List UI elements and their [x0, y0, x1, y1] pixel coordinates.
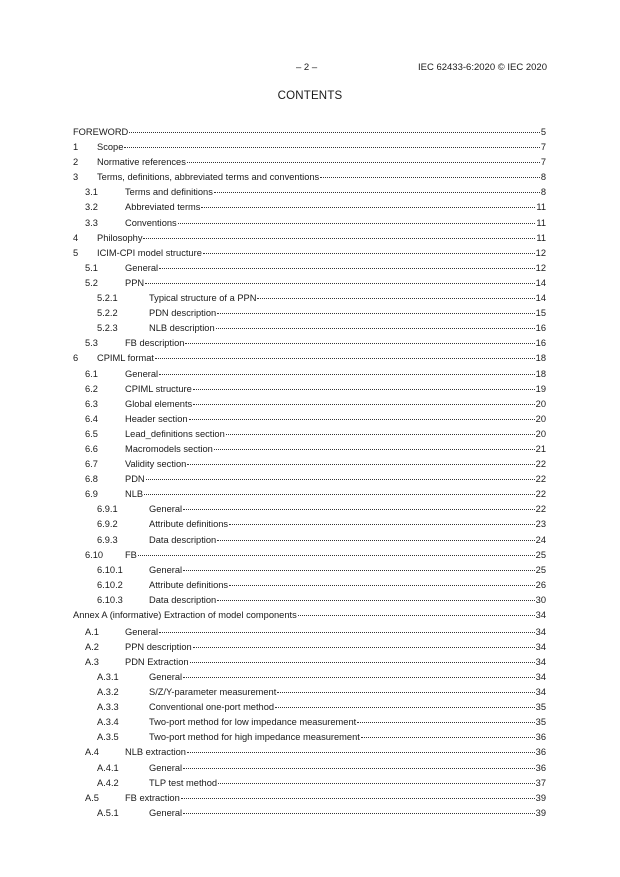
- toc-entry-number: 6.6: [85, 443, 98, 454]
- toc-entry-number: 5.3: [85, 338, 98, 349]
- toc-entry-title: Data description: [149, 534, 217, 545]
- toc-entry-page: 37: [535, 777, 546, 788]
- toc-entry-page: 18: [535, 368, 546, 379]
- toc-entry-page: 24: [535, 534, 546, 545]
- toc-entry-title: S/Z/Y-parameter measurement: [149, 687, 277, 698]
- toc-entry[interactable]: [73, 804, 546, 819]
- toc-entry-page: 8: [540, 187, 546, 198]
- toc-entry-title: FB description: [125, 338, 185, 349]
- toc-entry-number: 3.1: [85, 187, 98, 198]
- toc-entry-title: General: [149, 762, 183, 773]
- toc-entry-page: 16: [535, 338, 546, 349]
- toc-entry-page: 12: [535, 262, 546, 273]
- toc-entry-page: 39: [535, 792, 546, 803]
- toc-entry-number: A.3.3: [97, 702, 119, 713]
- toc-entry-number: 5.2: [85, 277, 98, 288]
- toc-entry-title: FB extraction: [125, 792, 180, 803]
- toc-entry-number: 6.10: [85, 549, 104, 560]
- page-number-header: – 2 –: [296, 62, 318, 73]
- toc-dot-leader: [357, 711, 534, 723]
- toc-entry-page: 30: [535, 594, 546, 605]
- toc-entry-page: 18: [535, 353, 546, 364]
- toc-entry-title: FB: [125, 549, 137, 560]
- toc-entry-title: CPIML structure: [125, 383, 192, 394]
- toc-entry-number: 6.10.1: [97, 564, 123, 575]
- toc-dot-leader: [183, 757, 535, 769]
- toc-entry-number: 6: [73, 353, 79, 364]
- toc-dot-leader: [138, 544, 535, 556]
- toc-entry-title: PPN description: [125, 641, 192, 652]
- toc-entry-title: General: [125, 368, 159, 379]
- toc-entry[interactable]: [73, 606, 546, 621]
- toc-dot-leader: [159, 257, 535, 269]
- toc-entry-title: PPN: [125, 277, 145, 288]
- toc-entry-page: 36: [535, 732, 546, 743]
- toc-entry-page: 22: [535, 459, 546, 470]
- toc-entry-page: 19: [535, 383, 546, 394]
- toc-entry-title: Conventional one-port method: [149, 702, 275, 713]
- toc-entry-number: A.3.5: [97, 732, 119, 743]
- toc-dot-leader: [187, 741, 535, 753]
- toc-dot-leader: [124, 136, 539, 148]
- toc-entry-number: A.3: [85, 656, 99, 667]
- toc-dot-leader: [214, 438, 535, 450]
- toc-entry-number: 6.3: [85, 398, 98, 409]
- toc-entry-number: 5.2.2: [97, 308, 118, 319]
- toc-entry-page: 36: [535, 747, 546, 758]
- toc-entry-page: 34: [535, 626, 546, 637]
- toc-dot-leader: [183, 666, 535, 678]
- toc-entry-title: Abbreviated terms: [125, 202, 201, 213]
- toc-entry-page: 8: [540, 172, 546, 183]
- toc-dot-leader: [201, 196, 535, 208]
- toc-dot-leader: [155, 347, 535, 359]
- toc-dot-leader: [361, 726, 535, 738]
- toc-dot-leader: [187, 151, 540, 163]
- toc-entry-page: 25: [535, 564, 546, 575]
- toc-entry-title: FOREWORD: [73, 127, 129, 137]
- toc-entry-page: 20: [535, 398, 546, 409]
- toc-entry-number: 3: [73, 172, 79, 183]
- toc-entry-title: General: [149, 504, 183, 515]
- toc-entry-number: 6.7: [85, 459, 98, 470]
- toc-dot-leader: [214, 181, 540, 193]
- table-of-contents: [73, 123, 546, 819]
- toc-entry-page: 5: [540, 127, 546, 137]
- toc-entry-number: A.4.1: [97, 762, 119, 773]
- toc-entry-number: 6.1: [85, 368, 98, 379]
- toc-entry-title: Global elements: [125, 398, 193, 409]
- toc-entry-number: A.1: [85, 626, 99, 637]
- toc-entry-number: 3.2: [85, 202, 98, 213]
- toc-entry-page: 11: [536, 232, 546, 243]
- toc-entry-page: 34: [535, 687, 546, 698]
- toc-dot-leader: [183, 559, 535, 571]
- toc-entry-title: Terms, definitions, abbreviated terms and conventions: [97, 172, 320, 183]
- toc-entry-title: PDN description: [149, 308, 217, 319]
- toc-entry-page: 20: [535, 428, 546, 439]
- toc-entry-page: 22: [535, 474, 546, 485]
- toc-entry-page: 12: [535, 247, 546, 258]
- toc-dot-leader: [216, 317, 535, 329]
- toc-entry-page: 20: [535, 413, 546, 424]
- toc-entry-page: 25: [535, 549, 546, 560]
- toc-entry-number: 6.9.1: [97, 504, 118, 515]
- toc-entry-title: TLP test method: [149, 777, 218, 788]
- toc-entry-page: 11: [536, 217, 546, 228]
- toc-entry-title: Philosophy: [97, 232, 143, 243]
- toc-dot-leader: [217, 589, 534, 601]
- toc-entry-page: 21: [535, 443, 546, 454]
- toc-dot-leader: [146, 468, 535, 480]
- toc-entry-number: 6.5: [85, 428, 98, 439]
- toc-entry-number: 6.9.2: [97, 519, 118, 530]
- toc-entry-title: NLB description: [149, 323, 215, 334]
- toc-dot-leader: [143, 227, 535, 239]
- toc-entry-number: 5: [73, 247, 79, 258]
- toc-dot-leader: [183, 498, 535, 510]
- toc-entry-title: Macromodels section: [125, 443, 213, 454]
- toc-entry-page: 7: [540, 157, 546, 168]
- toc-dot-leader: [189, 408, 535, 420]
- toc-entry-title: Attribute definitions: [149, 519, 229, 530]
- toc-dot-leader: [159, 621, 535, 633]
- toc-entry-page: 35: [535, 717, 546, 728]
- toc-entry-number: A.5: [85, 792, 99, 803]
- toc-dot-leader: [277, 681, 534, 693]
- toc-dot-leader: [144, 483, 535, 495]
- toc-entry-number: 6.8: [85, 474, 98, 485]
- toc-entry-title: Data description: [149, 594, 217, 605]
- toc-entry-number: 6.10.3: [97, 594, 123, 605]
- toc-dot-leader: [187, 453, 534, 465]
- toc-entry-page: 26: [535, 579, 546, 590]
- page-title: CONTENTS: [277, 90, 343, 102]
- toc-entry-number: 6.9: [85, 489, 98, 500]
- toc-dot-leader: [226, 423, 535, 435]
- toc-entry-number: 6.9.3: [97, 534, 118, 545]
- toc-entry-page: 16: [535, 323, 546, 334]
- toc-entry-page: 14: [535, 293, 546, 304]
- toc-entry-title: PDN Extraction: [125, 656, 189, 667]
- toc-entry-page: 34: [535, 641, 546, 652]
- toc-dot-leader: [181, 787, 535, 799]
- toc-entry-title: General: [149, 671, 183, 682]
- toc-dot-leader: [217, 302, 534, 314]
- toc-dot-leader: [129, 121, 540, 133]
- toc-entry-number: A.4.2: [97, 777, 119, 788]
- toc-dot-leader: [257, 287, 534, 299]
- toc-entry-page: 34: [535, 610, 546, 620]
- toc-entry-number: A.3.1: [97, 671, 119, 682]
- toc-entry-title: Lead_definitions section: [125, 428, 225, 439]
- toc-entry-page: 7: [540, 142, 546, 153]
- toc-entry-title: Scope: [97, 142, 124, 153]
- toc-entry-title: Validity section: [125, 459, 187, 470]
- toc-entry-title: General: [125, 626, 159, 637]
- toc-dot-leader: [218, 772, 535, 784]
- toc-entry-title: ICIM-CPI model structure: [97, 247, 202, 258]
- toc-dot-leader: [190, 651, 535, 663]
- toc-entry-page: 15: [535, 308, 546, 319]
- toc-dot-leader: [183, 802, 535, 814]
- toc-dot-leader: [159, 363, 535, 375]
- toc-dot-leader: [178, 212, 536, 224]
- toc-entry-title: Typical structure of a PPN: [149, 293, 257, 304]
- toc-entry-page: 36: [535, 762, 546, 773]
- toc-entry-title: Normative references: [97, 157, 186, 168]
- toc-dot-leader: [185, 332, 534, 344]
- toc-entry-number: A.4: [85, 747, 99, 758]
- toc-entry-number: 5.2.1: [97, 293, 118, 304]
- toc-entry-title: Conventions: [125, 217, 177, 228]
- toc-entry-title: Terms and definitions: [125, 187, 213, 198]
- toc-dot-leader: [217, 529, 534, 541]
- toc-entry-title: General: [149, 564, 183, 575]
- toc-entry-page: 39: [535, 807, 546, 818]
- toc-entry-number: 6.2: [85, 383, 98, 394]
- toc-entry-page: 23: [535, 519, 546, 530]
- toc-entry-page: 11: [536, 202, 546, 213]
- toc-dot-leader: [193, 636, 535, 648]
- toc-entry-title: General: [149, 807, 183, 818]
- toc-dot-leader: [275, 696, 535, 708]
- toc-entry-number: 2: [73, 157, 79, 168]
- toc-entry-title: Two-port method for low impedance measurement: [149, 717, 357, 728]
- standard-id-header: IEC 62433-6:2020 © IEC 2020: [417, 62, 547, 73]
- toc-entry-number: A.5.1: [97, 807, 119, 818]
- toc-entry-page: 14: [535, 277, 546, 288]
- toc-entry-title: Two-port method for high impedance measurement: [149, 732, 360, 743]
- toc-entry-title: PDN: [125, 474, 145, 485]
- toc-entry-number: A.3.4: [97, 717, 119, 728]
- toc-entry-page: 34: [535, 656, 546, 667]
- toc-dot-leader: [320, 166, 540, 178]
- toc-dot-leader: [193, 393, 534, 405]
- toc-entry-title: Annex A (informative) Extraction of model components: [73, 610, 297, 620]
- toc-entry-number: A.2: [85, 641, 99, 652]
- toc-entry-title: CPIML format: [97, 353, 154, 364]
- toc-entry-title: NLB: [125, 489, 144, 500]
- toc-entry-number: 1: [73, 142, 79, 153]
- toc-entry-page: 22: [535, 489, 546, 500]
- toc-entry-number: A.3.2: [97, 687, 119, 698]
- toc-dot-leader: [145, 272, 535, 284]
- toc-entry-page: 35: [535, 702, 546, 713]
- toc-dot-leader: [203, 242, 535, 254]
- toc-dot-leader: [193, 378, 535, 390]
- toc-entry-title: Attribute definitions: [149, 579, 229, 590]
- toc-dot-leader: [298, 604, 535, 616]
- toc-entry-page: 34: [535, 671, 546, 682]
- toc-entry-number: 6.4: [85, 413, 98, 424]
- toc-dot-leader: [229, 574, 535, 586]
- toc-dot-leader: [229, 513, 535, 525]
- toc-entry-title: NLB extraction: [125, 747, 186, 758]
- toc-entry-number: 3.3: [85, 217, 98, 228]
- toc-entry-number: 5.2.3: [97, 323, 118, 334]
- toc-entry-number: 6.10.2: [97, 579, 123, 590]
- toc-entry-title: General: [125, 262, 159, 273]
- toc-entry-number: 4: [73, 232, 79, 243]
- toc-entry-number: 5.1: [85, 262, 98, 273]
- toc-entry-title: Header section: [125, 413, 188, 424]
- toc-entry-page: 22: [535, 504, 546, 515]
